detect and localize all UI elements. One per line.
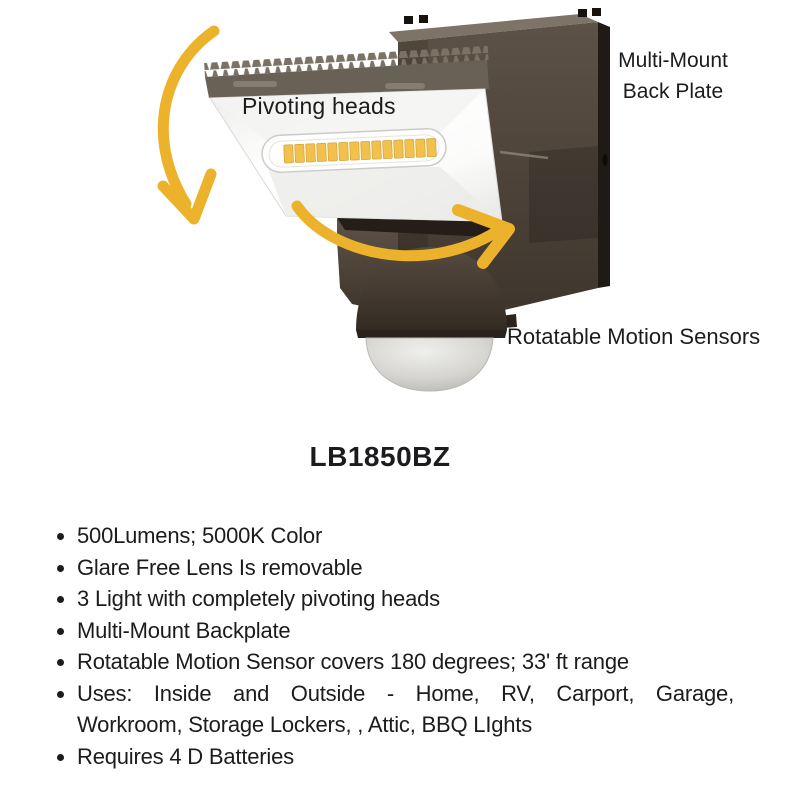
motion-sensor-seam — [356, 330, 507, 338]
feature-item-lumens — [56, 520, 734, 552]
callout-pivoting-heads: Pivoting heads — [242, 93, 396, 119]
bullet-dot — [57, 596, 64, 603]
feature-item-batteries — [56, 741, 734, 773]
back-plate-recess — [529, 146, 598, 243]
callout-back-plate — [598, 45, 748, 107]
bullet-dot — [57, 691, 64, 698]
product-model-title: LB1850BZ — [309, 441, 451, 472]
feature-text: 500Lumens; 5000K Color — [77, 523, 323, 548]
feature-item-uses — [56, 678, 734, 741]
feature-text-line1: Uses: Inside and Outside - Home, RV, Carport, Garage, — [77, 680, 734, 706]
bullet-dot — [57, 533, 64, 540]
bullet-dot — [57, 754, 64, 761]
feature-text: Requires 4 D Batteries — [77, 743, 294, 769]
bullet-dot — [57, 565, 64, 572]
feature-item-glare-free-lens — [56, 552, 734, 584]
heatsink-vent — [385, 83, 425, 89]
feature-text-line2: Workroom, Storage Lockers, , Attic, BBQ LIghts — [77, 712, 533, 737]
feature-item-backplate — [56, 615, 734, 647]
feature-item-motion-sensor — [56, 646, 734, 678]
feature-text: Multi-Mount Backplate — [77, 617, 291, 643]
callout-back-plate-line2: Back Plate — [622, 80, 724, 103]
feature-text: Rotatable Motion Sensor covers 180 degrees; 33' ft range — [77, 649, 629, 674]
callout-back-plate-line1: Multi-Mount — [618, 49, 728, 72]
bullet-dot — [57, 628, 64, 635]
side-knockout-hole — [603, 154, 608, 166]
heatsink-vent — [233, 81, 277, 87]
bullet-dot — [57, 659, 64, 666]
motion-sensor-lens — [366, 338, 493, 391]
feature-text: Glare Free Lens Is removable — [77, 554, 363, 580]
led-strip — [261, 128, 446, 173]
feature-list — [56, 520, 734, 772]
callout-motion-sensors: Rotatable Motion Sensors — [507, 324, 761, 349]
feature-text: 3 Light with completely pivoting heads — [77, 586, 440, 611]
feature-item-pivoting-heads — [56, 583, 734, 615]
